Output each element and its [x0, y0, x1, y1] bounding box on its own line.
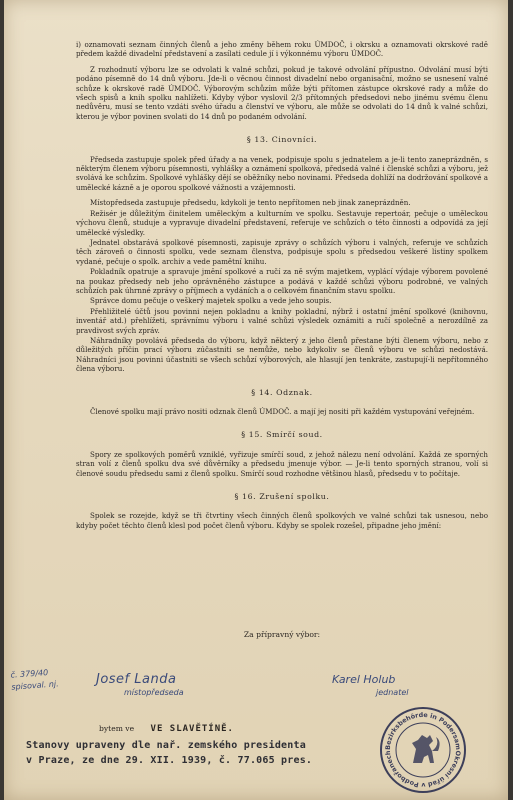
seat-line	[99, 724, 234, 734]
section-15-heading: § 15. Smírčí soud.	[241, 430, 323, 440]
signature-left-role: místopředseda	[124, 688, 184, 697]
seal-outer-text: Bezirksbehörde in Podersam	[383, 710, 463, 751]
section-13-heading: § 13. Cinovníci.	[246, 135, 318, 145]
section-15-text: Spory ze spolkových poměrů vzniklé, vyřizuje smírčí soud, z jehož nálezu není odvolání. Každá ze sporných stran volí z členů spolku dva své důvěrníky a předsedu jmenuje výbor. — Je-li tento sporných stranou, volí si členové soudu předsedu sami z členů spolku. Smírčí soud rozhodne většinou hlasů, předsedu v to počítaje.	[76, 449, 488, 478]
signature-left: Josef Landa	[96, 672, 177, 687]
section-16-text: Spolek se rozejde, když se tři čtvrtiny všech činných členů spolkových ve valné schůzi tak usnesou, nebo kdyby počet těchto členů klesl pod počet členů výboru. Kdyby se spolek rozešel, připadne jeho jmění:	[76, 511, 488, 530]
margin-note-number: č. 379/40	[10, 668, 49, 680]
office-seal	[378, 705, 468, 795]
lion-emblem-icon	[412, 735, 440, 763]
paragraph-appeal: Z rozhodnutí výboru lze se odvolati k valné schůzi, pokud je takové odvolání přípustno. Odvolání musí býti podáno písemně do 14 dnů výboru. Jde-li o věcnou činnost divadelní nebo organisační, možno se usnesení valné schůze k okrskové radě ÚMDOČ. Výborovým schůzím může býti přítomen zástupce okrskové rady a může do všech spisů a knih spolku nahlížeti. Kdyby výbor vyslovil 2/3 přítomných předsedovi nebo jinému svému členu nedůvěru, musí se tento vzdáti svého úřadu a členství ve výboru, ale může se odvolati do 14 dnů k valné schůzi, kterou je výbor povinen svolati do 14 dnů po podaném odvolání.	[76, 64, 488, 121]
committee-label: Za přípravný výbor:	[243, 630, 321, 639]
approval-stamp-line-2: v Praze, ze dne 29. XII. 1939, č. 77.065 pres.	[26, 755, 313, 766]
officer-secretary: Jednatel obstarává spolkové písemnosti, zapisuje zprávy o schůzích výboru i valných, referuje ve schůzích těch zároveň o činnosti spolku, vede seznam členstva, podpisuje spolu s předsedou veškeré listiny spolkem vydané, pečuje o spolk. archiv a vede pamětní knihu.	[76, 237, 488, 266]
officer-auditors: Přehližitelé účtů jsou povinni nejen pokladnu a knihy pokladní, nýbrž i ostatní jmění spolkové (knihovnu, inventář atd.) přehlížeti, správnímu výboru i valné schůzi výsledek oznámiti a ručí společně a nerozdílně za pravdivost svých zpráv.	[76, 306, 488, 335]
margin-note	[10, 666, 59, 693]
paragraph-i: i) oznamovati seznam činných členů a jeho změny během roku ÚMDOČ, i okrsku a oznamovati okrskové radě předem každé divadelní představení a zasílati cedule jí i výkonnému výboru ÚMDOČ.	[76, 40, 488, 59]
officer-chairman: Předseda zastupuje spolek před úřady a na venek, podpisuje spolu s jednatelem a je-li tento zaneprázdněn, s některým členem výboru písemnosti, vyhlášky a oznámení spolková, předsedá valné i členské schůzi a výboru, jež svolává ke schůzím. Spolkové vyhlášky dějí se oběžníky nebo novinami. Předseda dohlíží na dodržování spolkové a umělecké kázně a je oporou spolkové vážnosti a vzájemnosti.	[76, 154, 488, 192]
approval-stamp-line-1: Stanovy upraveny dle nař. zemského presidenta	[26, 740, 306, 751]
signature-right-role: jednatel	[376, 688, 409, 697]
document-page	[4, 0, 508, 800]
officer-director: Režisér je důležitým činitelem uměleckým a kulturním ve spolku. Sestavuje repertoár, pečuje o uměleckou výchovu členů, studuje a vypravuje divadelní představení, referuje ve schůzích o této činnosti a odpovídá za její umělecké výsledky.	[76, 208, 488, 237]
section-14-text: Členové spolku mají právo nositi odznak členů ÚMDOČ. a mají jej nositi při každém vystupování veřejném.	[90, 407, 475, 416]
officer-vice-chairman: Místopředseda zastupuje předsedu, kdykoli je tento nepřítomen neb jinak zaneprázdněn.	[90, 198, 411, 208]
seal-inner-text: Okresní úřad v Podbořanech	[383, 750, 463, 790]
section-14-heading: § 14. Odznak.	[251, 387, 313, 397]
seat-label: bytem ve	[99, 724, 135, 733]
statute-text	[76, 40, 488, 536]
office-seal-icon	[378, 705, 468, 795]
officer-house-manager: Správce domu pečuje o veškerý majetek spolku a vede jeho soupis.	[90, 296, 332, 306]
officer-substitutes: Náhradníky povolává předseda do výboru, když některý z jeho členů přestane býti členem výboru, nebo z důležitých příčin prací výboru zúčastniti se nemůže, nebo kdykoliv se členů výboru ve schůzi nedostává. Náhradníci jsou povinni účastniti se všech schůzí výborových, ale hlasují jen tenkráte, zastupují-li nepřítomného člena výboru.	[76, 335, 488, 374]
margin-note-initials: spisoval. nj.	[11, 679, 59, 692]
signature-right: Karel Holub	[332, 673, 396, 686]
approval-stamp-text	[26, 738, 356, 768]
officer-treasurer: Pokladník opatruje a spravuje jmění spolkové a ručí za ně svým majetkem, vyplácí výdaje výborem povolené na poukaz předsedy neb jeho oprávněného zástupce a podává v každé schůzi výboru podrobné, ve valných schůzích pak úhrnné zprávy o příjmech a vydáních a o celkovém finančním stavu spolku.	[76, 267, 488, 295]
section-16-heading: § 16. Zrušení spolku.	[234, 492, 330, 502]
seat-value: VE SLAVĚTÍNĚ.	[150, 724, 234, 734]
